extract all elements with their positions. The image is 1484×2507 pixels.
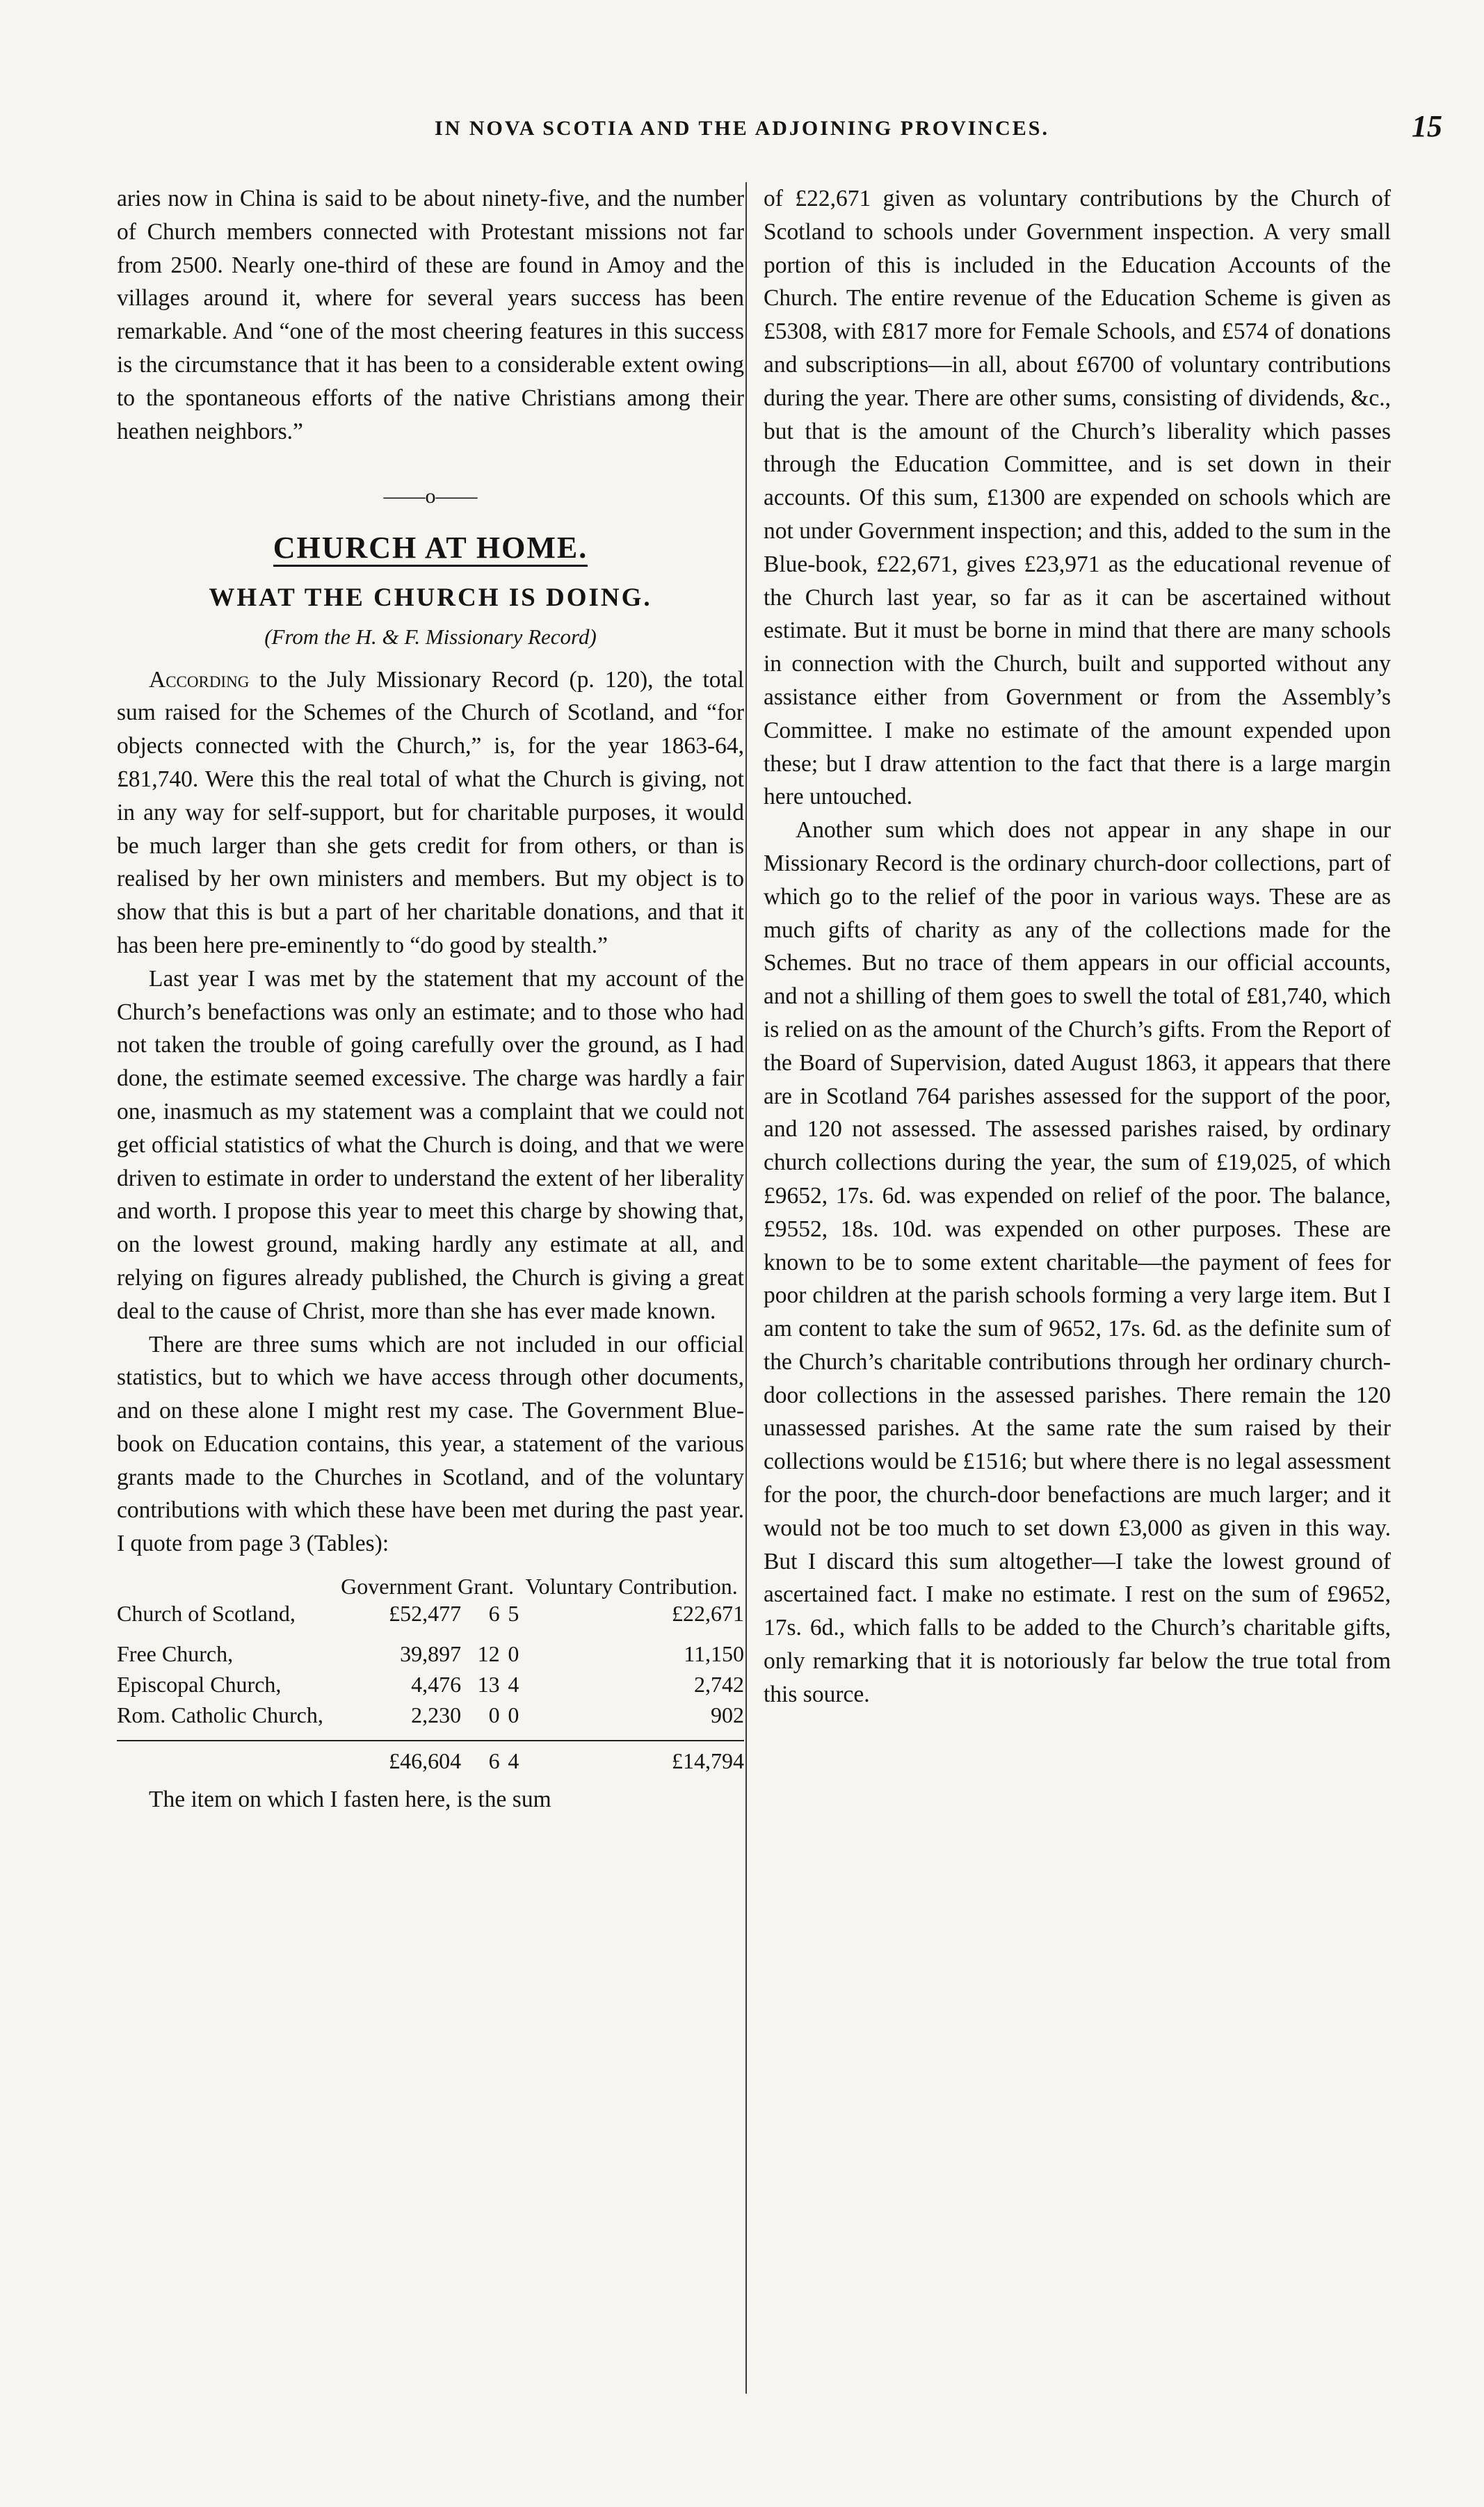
grant-pence: 0 — [508, 1702, 519, 1728]
grant-pence: 4 — [508, 1672, 519, 1698]
grant-shillings: 13 — [477, 1672, 500, 1698]
grant-shillings: 0 — [488, 1702, 500, 1728]
article-source: (From the H. & F. Missionary Record) — [264, 624, 597, 649]
total-grant-pounds: £46,604 — [336, 1741, 461, 1776]
grant-shillings: 6 — [488, 1601, 500, 1627]
church-name: Rom. Catholic Church, — [117, 1702, 323, 1728]
church-name: Church of Scotland, — [117, 1601, 296, 1627]
grant-pounds: 2,230 — [411, 1702, 462, 1728]
table-row — [117, 1638, 744, 1669]
table-header-government: Government Grant. — [341, 1574, 514, 1599]
right-paragraph-1: of £22,671 given as voluntary contributions by the Church of Scotland to schools under Government inspection. A very small portion of this is included in the Education Accounts of the Church. The entire revenue of the Education Scheme is given as £5308, with £817 more for Female Schools, and £574 of donations and subscriptions—in all, about £6700 of voluntary contributions during the year. There are other sums, consisting of dividends, &c., but that is the amount of the Church’s liberality which passes through the Education Committee, and is set down in their accounts. Of this sum, £1300 are expended on schools which are not under Government inspection; and this, added to the sum in the Blue-book, £22,671, gives £23,971 as the educational revenue of the Church last year, so far as it can be ascertained without estimate. But it must be borne in mind that there are many schools in connection with the Church, built and supported without any assistance either from Government or from the Assembly’s Committee. I make no estimate of the amount expended upon these; but I draw attention to the fact that there is a large margin here untouched. — [764, 186, 1391, 810]
table-row — [117, 1598, 744, 1629]
article-subheading: WHAT THE CHURCH IS DOING. — [209, 583, 652, 612]
grant-pence: 5 — [508, 1601, 519, 1627]
education-grants-table — [117, 1574, 744, 1776]
voluntary-amount: £22,671 — [672, 1601, 744, 1627]
voluntary-amount: 902 — [711, 1702, 744, 1728]
left-column — [117, 182, 744, 1816]
church-name: Episcopal Church, — [117, 1672, 282, 1698]
voluntary-amount: 11,150 — [684, 1641, 744, 1667]
grant-pounds: £52,477 — [389, 1601, 462, 1627]
total-voluntary: £14,794 — [519, 1741, 744, 1776]
total-grant-shillings: 6 — [461, 1741, 500, 1776]
grant-pence: 0 — [508, 1641, 519, 1667]
drop-lead-word: According — [149, 666, 250, 693]
section-heading-text: CHURCH AT HOME. — [273, 531, 588, 567]
column-divider — [745, 182, 747, 2394]
church-name: Free Church, — [117, 1641, 234, 1667]
article-paragraph-1 — [117, 663, 744, 962]
grant-pounds: 4,476 — [411, 1672, 462, 1698]
article-paragraph-1-body: to the July Missionary Record (p. 120), the total sum raised for the Schemes of the Church of Scotland, and “for objects connected with the Church,” is, for the year 1863-64, £81,740. Were this the real total of what the Church is giving, not in any way for self-support, but for charitable purposes, it would be much larger than she gets credit for from others, or than is realised by her own ministers and members. But my object is to show that this is but a part of her charitable donations, and that it has been here pre-eminently to “do good by stealth.” — [117, 666, 744, 958]
article-paragraph-3: There are three sums which are not included in our official statistics, but to which we have access through other documents, and on these alone I might rest my case. The Government Blue-book on Education contains, this year, a statement of the various grants made to the Churches in Scotland, and of the voluntary contributions with which these have been met during the past year. I quote from page 3 (Tables): — [117, 1331, 744, 1557]
voluntary-amount: 2,742 — [694, 1672, 744, 1698]
table-header-voluntary: Voluntary Contribution. — [525, 1574, 738, 1599]
article-paragraph-2: Last year I was met by the statement that my account of the Church’s benefactions was only an estimate; and to those who had not taken the trouble of going carefully over the ground, as I had done, the estimate seemed excessive. The charge was hardly a fair one, inasmuch as my statement was a complaint that we could not get official statistics of what the Church is doing, and that we were driven to estimate in order to understand the extent of her liberality and worth. I propose this year to meet this charge by showing that, on the lowest ground, making hardly any estimate at all, and relying on figures already published, the Church is giving a great deal to the cause of Christ, more than she has ever made known. — [117, 965, 744, 1324]
right-paragraph-2: Another sum which does not appear in any shape in our Missionary Record is the ordinary church-door collections, part of which go to the relief of the poor in various ways. These are as much gifts of charity as any of the collections made for the Schemes. But no trace of them appears in our official accounts, and not a shilling of them goes to swell the total of £81,740, which is relied on as the amount of the Church’s gifts. From the Report of the Board of Supervision, dated August 1863, it appears that there are in Scotland 764 parishes assessed for the support of the poor, and 120 not assessed. The assessed parishes raised, by ordinary church collections during the year, the sum of £19,025, of which £9652, 17s. 6d. was expended on relief of the poor. The balance, £9552, 18s. 10d. was expended on other purposes. These are known to be to some extent charitable—the payment of fees for poor children at the parish schools forming a very large item. But I am content to take the sum of 9652, 17s. 6d. as the definite sum of the Church’s charitable contributions through her ordinary church-door collections in the assessed parishes. There remain the 120 unassessed parishes. At the same rate the sum raised by their collections would be £1516; but where there is no legal assessment for the poor, the church-door benefactions are much larger; and it would not be too much to set down £3,000 as given in this way. But I discard this sum altogether—I take the lowest ground of ascertained fact. I make no estimate. I rest on the sum of £9652, 17s. 6d., which falls to be added to the Church’s charitable gifts, only remarking that it is notoriously far below the true total from this source. — [764, 817, 1391, 1707]
table-row — [117, 1700, 744, 1730]
page-number: 15 — [1412, 109, 1442, 143]
right-column — [764, 182, 1391, 1711]
intro-paragraph: aries now in China is said to be about ninety-five, and the number of Church members connected with Protestant missions not far from 2500. Nearly one-third of these are found in Amoy and the villages around it, where for several years success has been remarkable. And “one of the most cheering features in this success is the circumstance that it has been to a considerable extent owing to the spontaneous efforts of the native Christians among their heathen neighbors.” — [117, 186, 744, 444]
section-heading — [117, 531, 744, 565]
table-total-row — [117, 1741, 744, 1776]
grant-pounds: 39,897 — [400, 1641, 462, 1667]
section-separator: ——o—— — [383, 485, 478, 508]
total-grant-pence: 4 — [500, 1741, 519, 1776]
closing-line: The item on which I fasten here, is the sum — [149, 1787, 551, 1813]
grant-shillings: 12 — [477, 1641, 500, 1667]
running-title: IN NOVA SCOTIA AND THE ADJOINING PROVINCES. — [435, 117, 1049, 140]
table-row — [117, 1669, 744, 1700]
